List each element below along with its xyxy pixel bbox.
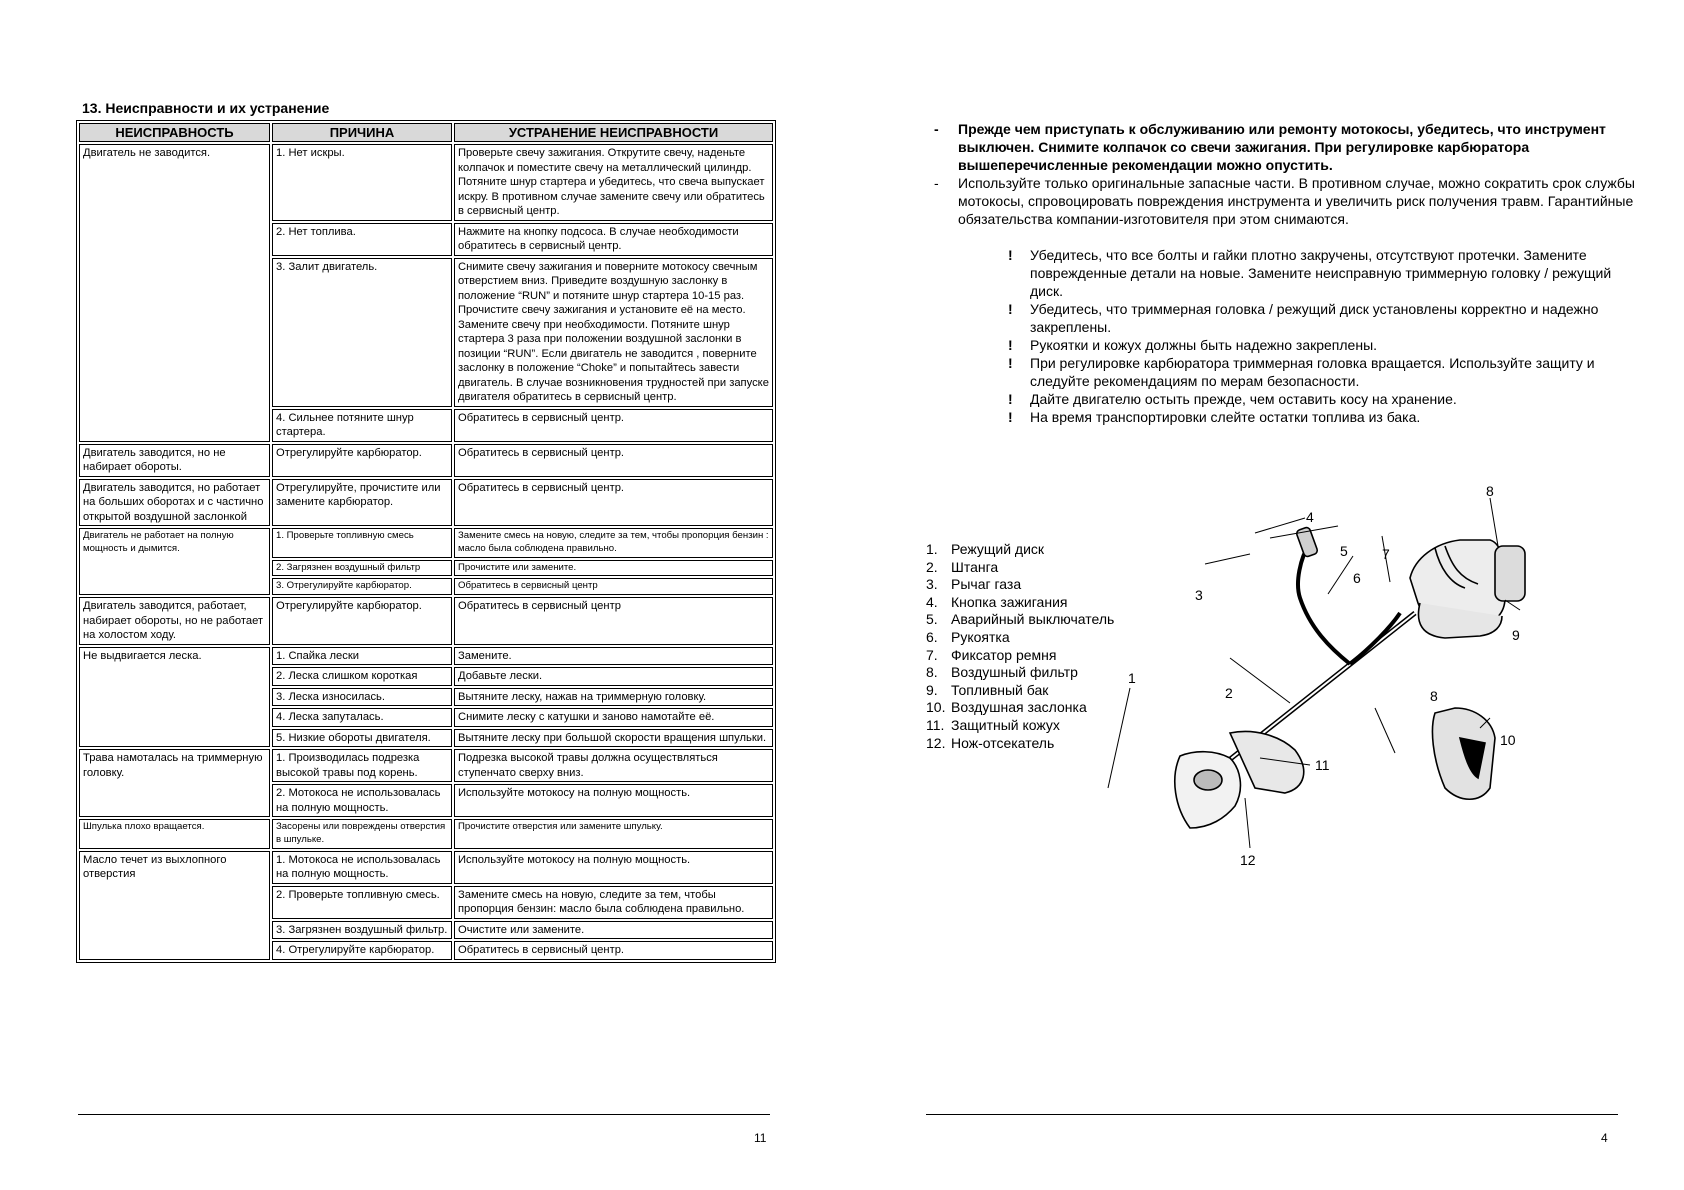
page-number: 11: [754, 1131, 767, 1145]
diagram-label: 7: [1382, 546, 1390, 562]
remedy-cell: Подрезка высокой травы должна осуществляться ступенчато сверху вниз.: [454, 749, 773, 782]
remedy-cell: Обратитесь в сервисный центр.: [454, 479, 773, 527]
table-row: [79, 444, 773, 477]
parts-note-text: Используйте только оригинальные запасные части. В противном случае, можно сократить срок службы мотокосы, спровоцировать повреждения инструмента и увеличить риск получения травм. Гарантийные обязательства компании-изготовителя при этом снимаются.: [958, 175, 1635, 227]
remedy-cell: Обратитесь в сервисный центр.: [454, 409, 773, 442]
table-row: [79, 528, 773, 558]
remedy-cell: Очистите или замените.: [454, 921, 773, 940]
list-item: [1008, 300, 1648, 336]
diagram-label: 4: [1306, 509, 1314, 525]
cause-cell: 4. Сильнее потяните шнур стартера.: [272, 409, 452, 442]
table-row: [79, 647, 773, 666]
table-row: [79, 479, 773, 527]
list-item: 1. Режущий диск: [926, 541, 1045, 557]
fault-cell: Двигатель заводится, но не набирает обороты.: [79, 444, 270, 477]
dash-marker: -: [934, 175, 939, 191]
table-row: [79, 851, 773, 884]
list-item: [1008, 354, 1648, 390]
diagram-label: 2: [1225, 685, 1233, 701]
diagram-label: 3: [1195, 587, 1203, 603]
fault-cell: Двигатель не заводится.: [79, 144, 270, 442]
cause-cell: Отрегулируйте карбюратор.: [272, 597, 452, 645]
remedy-cell: Используйте мотокосу на полную мощность.: [454, 851, 773, 884]
exclamation-icon: !: [1008, 391, 1013, 407]
cause-cell: 3. Леска износилась.: [272, 688, 452, 707]
table-row: [79, 749, 773, 782]
remedy-cell: Нажмите на кнопку подсоса. В случае необходимости обратитесь в сервисный центр.: [454, 223, 773, 256]
diagram-label: 8: [1430, 688, 1438, 704]
fault-cell: Двигатель заводится, работает, набирает обороты, но не работает на холостом ходу.: [79, 597, 270, 645]
parts-legend: [926, 541, 1114, 752]
table-header-row: [79, 123, 773, 142]
dash-marker: -: [934, 121, 939, 137]
cause-cell: 2. Загрязнен воздушный фильтр: [272, 560, 452, 577]
fault-cell: Двигатель не работает на полную мощность и дымится.: [79, 528, 270, 595]
cause-cell: Засорены или повреждены отверстия в шпульке.: [272, 819, 452, 849]
remedy-cell: Снимите леску с катушки и заново намотайте её.: [454, 708, 773, 727]
exclamation-icon: !: [1008, 301, 1013, 317]
cause-cell: Отрегулируйте, прочистите или замените карбюратор.: [272, 479, 452, 527]
diagram-label: 8: [1486, 483, 1494, 499]
remedy-cell: Обратитесь в сервисный центр.: [454, 941, 773, 960]
cause-cell: Отрегулируйте карбюратор.: [272, 444, 452, 477]
header-fault: НЕИСПРАВНОСТЬ: [79, 123, 270, 142]
exclamation-icon: !: [1008, 409, 1013, 425]
list-item: [1008, 336, 1648, 354]
remedy-cell: Обратитесь в сервисный центр.: [454, 444, 773, 477]
remedy-cell: Вытяните леску, нажав на триммерную головку.: [454, 688, 773, 707]
fault-cell: Двигатель заводится, но работает на больших оборотах и с частично открытой воздушной заслонкой: [79, 479, 270, 527]
list-item: 5. Аварийный выключатель: [926, 611, 1115, 628]
diagram-label: 6: [1353, 570, 1361, 586]
diagram-label: 12: [1240, 852, 1256, 868]
exclamation-icon: !: [1008, 337, 1013, 353]
remedy-cell: Снимите свечу зажигания и поверните мотокосу свечным отверстием вниз. Приведите воздушную заслонку в положение “RUN” и потяните шнур стартера 10-15 раз. Прочистите свечу зажигания и установите её на место. Замените свечу при необходимости. Потяните шнур стартера 3 раза при положении воздушной заслонки в позиции “RUN”. Если двигатель не заводится , поверните заслонку в положение “Choke” и попытайтесь завести двигатель. В случае возникновения трудностей при запуске двигателя обратитесь в сервисный центр.: [454, 258, 773, 407]
list-item: 10. Воздушная заслонка: [926, 699, 1087, 716]
list-item: [1008, 246, 1648, 300]
remedy-cell: Прочистите или замените.: [454, 560, 773, 577]
cause-cell: 4. Отрегулируйте карбюратор.: [272, 941, 452, 960]
list-item: 2. Штанга: [926, 558, 999, 575]
remedy-cell: Обратитесь в сервисный центр: [454, 597, 773, 645]
exclamation-icon: !: [1008, 247, 1013, 263]
diagram-label: 5: [1340, 543, 1348, 559]
fault-cell: Масло течет из выхлопного отверстия: [79, 851, 270, 960]
diagram-label: 11: [1315, 757, 1330, 773]
service-warning: [934, 120, 1638, 174]
warning-text: Рукоятки и кожух должны быть надежно закреплены.: [1030, 337, 1378, 353]
cause-cell: 1. Нет искры.: [272, 144, 452, 221]
trimmer-head-shape: [1194, 770, 1222, 790]
remedy-cell: Прочистите отверстия или замените шпульку.: [454, 819, 773, 849]
fault-cell: Не выдвигается леска.: [79, 647, 270, 748]
remedy-cell: Используйте мотокосу на полную мощность.: [454, 784, 773, 817]
brush-cutter-diagram: [1128, 483, 1630, 928]
cause-cell: 3. Залит двигатель.: [272, 258, 452, 407]
air-filter-shape: [1495, 546, 1525, 601]
diagram-label: 10: [1500, 732, 1516, 748]
cause-cell: 2. Мотокоса не использовалась на полную мощность.: [272, 784, 452, 817]
cause-cell: 3. Отрегулируйте карбюратор.: [272, 578, 452, 595]
parts-note: [934, 174, 1638, 228]
footer-rule: [926, 1114, 1618, 1115]
page-number: 4: [1601, 1131, 1608, 1145]
cause-cell: 1. Спайка лески: [272, 647, 452, 666]
list-item: 7. Фиксатор ремня: [926, 646, 1057, 663]
warning-text: Убедитесь, что все болты и гайки плотно закручены, отсутствуют протечки. Замените поврежденные детали на новые. Замените неисправную триммерную головку / режущий диск.: [1030, 247, 1612, 299]
list-item: 11. Защитный кожух: [926, 716, 1060, 733]
header-cause: ПРИЧИНА: [272, 123, 452, 142]
cause-cell: 3. Загрязнен воздушный фильтр.: [272, 921, 452, 940]
remedy-cell: Обратитесь в сервисный центр: [454, 578, 773, 595]
section-title: 13. Неисправности и их устранение: [82, 100, 330, 116]
list-item: 12. Нож-отсекатель: [926, 734, 1055, 751]
cause-cell: 2. Проверьте топливную смесь.: [272, 886, 452, 919]
list-item: 9. Топливный бак: [926, 681, 1049, 698]
list-item: 8. Воздушный фильтр: [926, 664, 1078, 681]
footer-rule: [78, 1114, 770, 1115]
header-remedy: УСТРАНЕНИЕ НЕИСПРАВНОСТИ: [454, 123, 773, 142]
table-row: [79, 597, 773, 645]
remedy-cell: Вытяните леску при большой скорости вращения шпульки.: [454, 729, 773, 748]
table-row: [79, 819, 773, 849]
warning-text: Дайте двигателю остыть прежде, чем оставить косу на хранение.: [1030, 391, 1457, 407]
fault-cell: Трава намоталась на триммерную головку.: [79, 749, 270, 817]
list-item: 6. Рукоятка: [926, 628, 1010, 645]
cause-cell: 5. Низкие обороты двигателя.: [272, 729, 452, 748]
cause-cell: 2. Нет топлива.: [272, 223, 452, 256]
remedy-cell: Замените смесь на новую, следите за тем, чтобы пропорция бензин : масло была соблюдена правильно.: [454, 528, 773, 558]
remedy-cell: Замените смесь на новую, следите за тем, чтобы пропорция бензин: масло была соблюдена правильно.: [454, 886, 773, 919]
list-item: [1008, 390, 1648, 408]
list-item: 3. Рычаг газа: [926, 576, 1022, 593]
warning-text: Убедитесь, что триммерная головка / режущий диск установлены корректно и надежно закреплены.: [1030, 301, 1599, 335]
remedy-cell: Замените.: [454, 647, 773, 666]
handle-shape: [1298, 543, 1350, 664]
diagram-label: 1: [1128, 670, 1136, 686]
warning-text: При регулировке карбюратора триммерная головка вращается. Используйте защиту и следуйте рекомендациям по мерам безопасности.: [1030, 355, 1595, 389]
exclamation-icon: !: [1008, 355, 1013, 371]
diagram-label: 9: [1512, 627, 1520, 643]
list-item: 4. Кнопка зажигания: [926, 593, 1068, 610]
table-row: [79, 144, 773, 221]
cause-cell: 1. Производилась подрезка высокой травы под корень.: [272, 749, 452, 782]
service-warning-text: Прежде чем приступать к обслуживанию или ремонту мотокосы, убедитесь, что инструмент выключен. Снимите колпачок со свечи зажигания. При регулировке карбюратора вышеперечисленные рекомендации можно опустить.: [958, 121, 1606, 173]
cause-cell: 1. Мотокоса не использовалась на полную мощность.: [272, 851, 452, 884]
list-item: [1008, 408, 1648, 426]
remedy-cell: Проверьте свечу зажигания. Открутите свечу, наденьте колпачок и поместите свечу на металлический цилиндр. Потяните шнур стартера и убедитесь, что свеча выпускает искру. В противном случае замените свечу или обратитесь в сервисный центр.: [454, 144, 773, 221]
remedy-cell: Добавьте лески.: [454, 667, 773, 686]
cause-cell: 4. Леска запуталась.: [272, 708, 452, 727]
troubleshooting-table: [76, 120, 776, 963]
warning-list: [1008, 246, 1648, 426]
cause-cell: 1. Проверьте топливную смесь: [272, 528, 452, 558]
fault-cell: Шпулька плохо вращается.: [79, 819, 270, 849]
cause-cell: 2. Леска слишком короткая: [272, 667, 452, 686]
warning-text: На время транспортировки слейте остатки топлива из бака.: [1030, 409, 1421, 425]
